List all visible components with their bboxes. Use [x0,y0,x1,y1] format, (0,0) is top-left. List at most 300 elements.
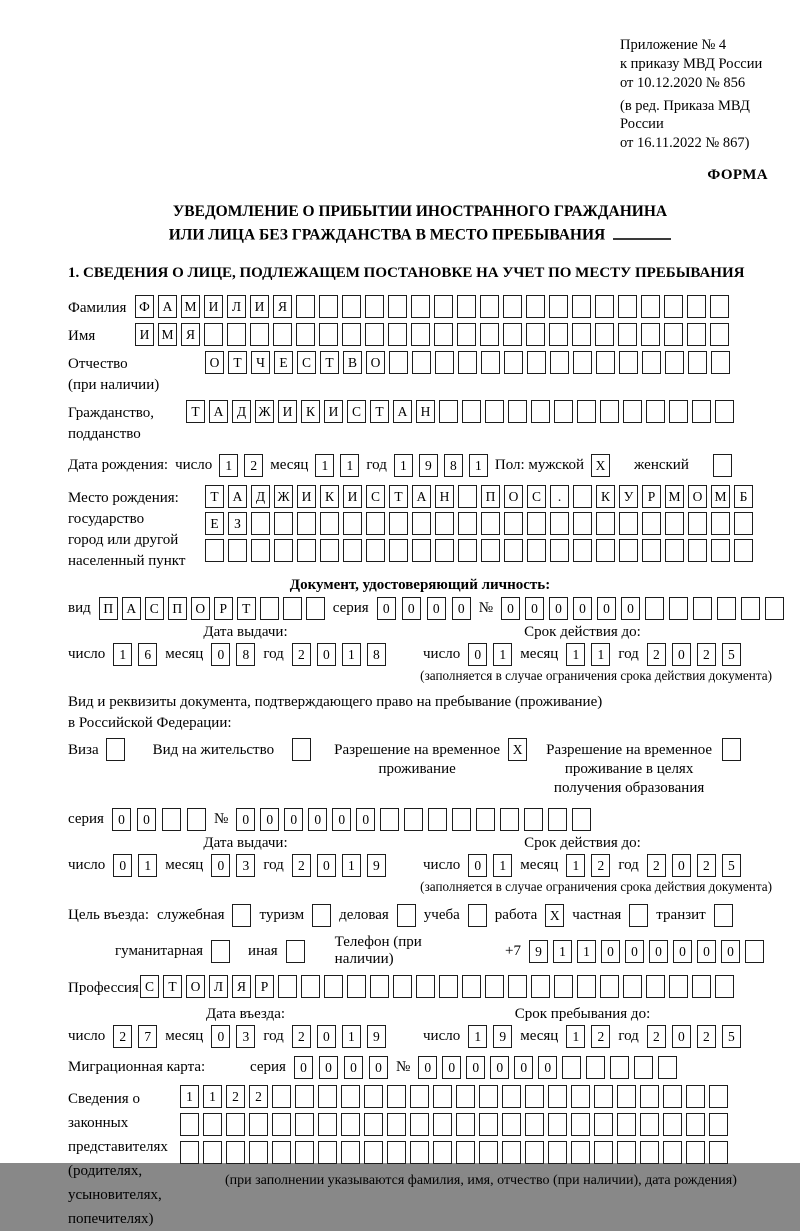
char-cell[interactable]: 0 [490,1056,509,1079]
char-cell[interactable] [525,1113,544,1136]
char-cell[interactable] [548,1113,567,1136]
char-cell[interactable]: С [527,485,546,508]
char-cell[interactable] [692,400,711,423]
char-cell[interactable] [416,975,435,998]
char-cell[interactable] [410,1113,429,1136]
char-cell[interactable]: 0 [501,597,520,620]
char-cell[interactable] [296,295,315,318]
char-cell[interactable] [642,539,661,562]
char-cell[interactable] [586,1056,605,1079]
char-cell[interactable]: А [412,485,431,508]
char-cell[interactable]: А [393,400,412,423]
char-cell[interactable] [481,351,500,374]
char-cell[interactable] [458,512,477,535]
char-cell[interactable] [162,808,181,831]
char-cell[interactable] [211,940,230,963]
sex-female-checkbox[interactable] [713,454,732,477]
char-cell[interactable] [412,512,431,535]
char-cell[interactable] [619,351,638,374]
char-cell[interactable] [343,539,362,562]
char-cell[interactable] [274,539,293,562]
char-cell[interactable] [549,295,568,318]
char-cell[interactable] [410,1085,429,1108]
char-cell[interactable] [389,539,408,562]
char-cell[interactable]: 0 [284,808,303,831]
char-cell[interactable] [572,295,591,318]
char-cell[interactable]: 5 [722,643,741,666]
char-cell[interactable]: К [320,485,339,508]
char-cell[interactable] [232,904,251,927]
char-cell[interactable] [341,1141,360,1164]
char-cell[interactable]: К [301,400,320,423]
temp-residence-checkbox[interactable] [508,738,527,761]
char-cell[interactable] [480,323,499,346]
char-cell[interactable] [550,539,569,562]
char-cell[interactable] [250,323,269,346]
char-cell[interactable]: 0 [418,1056,437,1079]
char-cell[interactable]: З [228,512,247,535]
char-cell[interactable]: Т [237,597,256,620]
char-cell[interactable] [366,539,385,562]
char-cell[interactable] [693,597,712,620]
char-cell[interactable]: 1 [553,940,572,963]
char-cell[interactable]: 5 [722,1025,741,1048]
char-cell[interactable] [548,1141,567,1164]
char-cell[interactable]: 0 [211,1025,230,1048]
char-cell[interactable] [571,1085,590,1108]
char-cell[interactable] [734,512,753,535]
char-cell[interactable] [711,512,730,535]
char-cell[interactable] [456,1113,475,1136]
char-cell[interactable] [572,323,591,346]
char-cell[interactable] [526,323,545,346]
char-cell[interactable]: X [545,904,564,927]
char-cell[interactable] [457,295,476,318]
char-cell[interactable] [619,539,638,562]
char-cell[interactable] [504,351,523,374]
char-cell[interactable]: 1 [180,1085,199,1108]
char-cell[interactable]: 2 [591,1025,610,1048]
char-cell[interactable]: С [145,597,164,620]
char-cell[interactable] [380,808,399,831]
char-cell[interactable]: 9 [419,454,438,477]
char-cell[interactable] [710,295,729,318]
char-cell[interactable]: 8 [444,454,463,477]
char-cell[interactable] [249,1113,268,1136]
char-cell[interactable] [642,351,661,374]
char-cell[interactable]: 0 [332,808,351,831]
char-cell[interactable] [319,295,338,318]
char-cell[interactable]: 0 [317,1025,336,1048]
char-cell[interactable] [320,512,339,535]
char-cell[interactable] [480,295,499,318]
char-cell[interactable]: 0 [625,940,644,963]
char-cell[interactable] [458,539,477,562]
char-cell[interactable]: 1 [340,454,359,477]
char-cell[interactable]: М [711,485,730,508]
char-cell[interactable] [531,400,550,423]
char-cell[interactable] [573,485,592,508]
char-cell[interactable] [251,539,270,562]
char-cell[interactable] [550,351,569,374]
char-cell[interactable] [343,512,362,535]
visa-checkbox[interactable] [106,738,125,761]
char-cell[interactable] [687,323,706,346]
char-cell[interactable] [663,1141,682,1164]
char-cell[interactable]: 0 [317,643,336,666]
char-cell[interactable] [502,1113,521,1136]
char-cell[interactable] [226,1113,245,1136]
char-cell[interactable] [301,975,320,998]
char-cell[interactable] [646,975,665,998]
char-cell[interactable] [527,512,546,535]
char-cell[interactable] [227,323,246,346]
char-cell[interactable] [479,1085,498,1108]
char-cell[interactable]: 0 [549,597,568,620]
char-cell[interactable] [342,295,361,318]
char-cell[interactable]: Т [370,400,389,423]
char-cell[interactable]: Я [273,295,292,318]
char-cell[interactable]: Д [232,400,251,423]
char-cell[interactable] [273,323,292,346]
char-cell[interactable] [619,512,638,535]
char-cell[interactable]: 1 [566,643,585,666]
char-cell[interactable]: Л [227,295,246,318]
char-cell[interactable] [456,1085,475,1108]
char-cell[interactable] [610,1056,629,1079]
char-cell[interactable] [600,975,619,998]
char-cell[interactable]: А [122,597,141,620]
char-cell[interactable]: 0 [356,808,375,831]
char-cell[interactable] [452,808,471,831]
char-cell[interactable]: С [366,485,385,508]
char-cell[interactable]: Т [389,485,408,508]
char-cell[interactable] [204,323,223,346]
char-cell[interactable] [550,512,569,535]
char-cell[interactable] [709,1113,728,1136]
char-cell[interactable]: 0 [137,808,156,831]
char-cell[interactable] [577,975,596,998]
char-cell[interactable]: Н [435,485,454,508]
char-cell[interactable] [318,1113,337,1136]
char-cell[interactable]: 0 [525,597,544,620]
char-cell[interactable] [618,323,637,346]
char-cell[interactable]: П [168,597,187,620]
char-cell[interactable] [665,539,684,562]
char-cell[interactable]: 0 [427,597,446,620]
char-cell[interactable]: Д [251,485,270,508]
char-cell[interactable] [692,975,711,998]
char-cell[interactable]: . [550,485,569,508]
char-cell[interactable] [664,295,683,318]
char-cell[interactable] [278,975,297,998]
char-cell[interactable] [642,512,661,535]
char-cell[interactable]: 1 [493,643,512,666]
char-cell[interactable] [476,808,495,831]
char-cell[interactable] [571,1141,590,1164]
char-cell[interactable] [485,400,504,423]
char-cell[interactable] [617,1085,636,1108]
char-cell[interactable]: Т [205,485,224,508]
char-cell[interactable] [433,1085,452,1108]
char-cell[interactable]: А [228,485,247,508]
char-cell[interactable] [548,1085,567,1108]
char-cell[interactable] [479,1141,498,1164]
char-cell[interactable]: 0 [468,854,487,877]
char-cell[interactable] [324,975,343,998]
char-cell[interactable]: 2 [244,454,263,477]
char-cell[interactable] [433,1113,452,1136]
char-cell[interactable] [434,323,453,346]
char-cell[interactable] [688,539,707,562]
char-cell[interactable]: 1 [468,1025,487,1048]
char-cell[interactable] [203,1141,222,1164]
char-cell[interactable]: 1 [342,643,361,666]
char-cell[interactable]: 0 [260,808,279,831]
purpose-other-checkbox[interactable] [286,940,305,963]
char-cell[interactable] [318,1085,337,1108]
char-cell[interactable] [251,512,270,535]
char-cell[interactable] [500,808,519,831]
char-cell[interactable]: 0 [649,940,668,963]
char-cell[interactable] [435,539,454,562]
char-cell[interactable] [508,400,527,423]
char-cell[interactable] [713,454,732,477]
char-cell[interactable] [389,351,408,374]
char-cell[interactable] [686,1085,705,1108]
char-cell[interactable]: С [347,400,366,423]
char-cell[interactable] [306,597,325,620]
char-cell[interactable]: Б [734,485,753,508]
char-cell[interactable] [645,597,664,620]
char-cell[interactable] [572,808,591,831]
char-cell[interactable]: Ж [255,400,274,423]
char-cell[interactable] [711,539,730,562]
char-cell[interactable]: 0 [369,1056,388,1079]
char-cell[interactable] [456,1141,475,1164]
purpose-humanitarian-checkbox[interactable] [211,940,230,963]
char-cell[interactable]: 0 [236,808,255,831]
purpose-official-checkbox[interactable] [232,904,251,927]
char-cell[interactable] [228,539,247,562]
char-cell[interactable]: 2 [292,1025,311,1048]
char-cell[interactable]: И [278,400,297,423]
char-cell[interactable] [617,1113,636,1136]
char-cell[interactable] [341,1113,360,1136]
char-cell[interactable]: 1 [203,1085,222,1108]
char-cell[interactable]: О [205,351,224,374]
char-cell[interactable]: А [158,295,177,318]
temp-residence-education-checkbox[interactable] [722,738,741,761]
char-cell[interactable] [297,539,316,562]
char-cell[interactable]: 5 [722,854,741,877]
char-cell[interactable]: П [481,485,500,508]
char-cell[interactable]: 9 [529,940,548,963]
char-cell[interactable] [393,975,412,998]
char-cell[interactable] [365,295,384,318]
char-cell[interactable] [669,975,688,998]
char-cell[interactable]: К [596,485,615,508]
char-cell[interactable] [596,539,615,562]
char-cell[interactable]: Я [232,975,251,998]
char-cell[interactable] [688,512,707,535]
char-cell[interactable] [595,295,614,318]
char-cell[interactable]: Т [228,351,247,374]
char-cell[interactable]: 0 [468,643,487,666]
char-cell[interactable]: Я [181,323,200,346]
char-cell[interactable] [481,512,500,535]
char-cell[interactable]: Ж [274,485,293,508]
char-cell[interactable] [365,323,384,346]
char-cell[interactable]: 2 [697,643,716,666]
char-cell[interactable]: 0 [211,643,230,666]
char-cell[interactable] [341,1085,360,1108]
char-cell[interactable] [710,323,729,346]
char-cell[interactable]: 9 [367,1025,386,1048]
char-cell[interactable] [292,738,311,761]
residence-permit-checkbox[interactable] [292,738,311,761]
char-cell[interactable]: 2 [647,854,666,877]
char-cell[interactable] [686,1141,705,1164]
char-cell[interactable]: Р [642,485,661,508]
char-cell[interactable]: 2 [697,1025,716,1048]
char-cell[interactable] [387,1141,406,1164]
char-cell[interactable]: 1 [394,454,413,477]
char-cell[interactable] [623,975,642,998]
char-cell[interactable] [745,940,764,963]
char-cell[interactable]: 2 [591,854,610,877]
char-cell[interactable]: 0 [452,597,471,620]
char-cell[interactable]: 0 [697,940,716,963]
char-cell[interactable]: Е [205,512,224,535]
char-cell[interactable]: 0 [344,1056,363,1079]
char-cell[interactable]: 1 [566,1025,585,1048]
char-cell[interactable]: 1 [138,854,157,877]
char-cell[interactable]: 1 [566,854,585,877]
char-cell[interactable]: 0 [672,643,691,666]
char-cell[interactable]: 2 [697,854,716,877]
char-cell[interactable]: О [186,975,205,998]
char-cell[interactable] [320,539,339,562]
purpose-study-checkbox[interactable] [468,904,487,927]
char-cell[interactable]: Л [209,975,228,998]
char-cell[interactable]: Р [214,597,233,620]
purpose-tourism-checkbox[interactable] [312,904,331,927]
char-cell[interactable] [646,400,665,423]
char-cell[interactable] [503,295,522,318]
char-cell[interactable]: 1 [342,854,361,877]
char-cell[interactable]: 2 [249,1085,268,1108]
char-cell[interactable]: А [209,400,228,423]
char-cell[interactable] [205,539,224,562]
char-cell[interactable]: 0 [514,1056,533,1079]
char-cell[interactable]: 0 [308,808,327,831]
char-cell[interactable]: X [591,454,610,477]
char-cell[interactable] [203,1113,222,1136]
char-cell[interactable]: 0 [672,1025,691,1048]
char-cell[interactable] [428,808,447,831]
char-cell[interactable] [411,295,430,318]
char-cell[interactable] [665,351,684,374]
char-cell[interactable]: И [343,485,362,508]
char-cell[interactable] [594,1085,613,1108]
char-cell[interactable] [594,1113,613,1136]
char-cell[interactable]: 0 [317,854,336,877]
char-cell[interactable]: 2 [647,643,666,666]
char-cell[interactable] [573,539,592,562]
char-cell[interactable] [554,975,573,998]
char-cell[interactable] [504,539,523,562]
char-cell[interactable]: 0 [573,597,592,620]
char-cell[interactable]: 0 [672,854,691,877]
char-cell[interactable]: 2 [292,643,311,666]
char-cell[interactable] [658,1056,677,1079]
char-cell[interactable]: Р [255,975,274,998]
char-cell[interactable] [502,1141,521,1164]
char-cell[interactable] [462,975,481,998]
char-cell[interactable] [388,295,407,318]
char-cell[interactable] [634,1056,653,1079]
char-cell[interactable] [435,351,454,374]
char-cell[interactable]: 0 [319,1056,338,1079]
char-cell[interactable] [531,975,550,998]
char-cell[interactable] [722,738,741,761]
char-cell[interactable] [433,1141,452,1164]
char-cell[interactable] [272,1113,291,1136]
char-cell[interactable] [617,1141,636,1164]
char-cell[interactable] [434,295,453,318]
char-cell[interactable]: 9 [367,854,386,877]
char-cell[interactable] [180,1113,199,1136]
char-cell[interactable] [404,808,423,831]
char-cell[interactable]: Т [163,975,182,998]
char-cell[interactable]: В [343,351,362,374]
char-cell[interactable]: 3 [236,854,255,877]
char-cell[interactable]: 2 [113,1025,132,1048]
char-cell[interactable] [462,400,481,423]
char-cell[interactable]: 0 [113,854,132,877]
char-cell[interactable] [412,539,431,562]
char-cell[interactable] [527,351,546,374]
char-cell[interactable]: Е [274,351,293,374]
char-cell[interactable]: С [297,351,316,374]
char-cell[interactable] [295,1141,314,1164]
char-cell[interactable] [312,904,331,927]
char-cell[interactable] [709,1085,728,1108]
char-cell[interactable]: Т [320,351,339,374]
char-cell[interactable] [669,400,688,423]
char-cell[interactable] [765,597,784,620]
char-cell[interactable] [554,400,573,423]
char-cell[interactable] [388,323,407,346]
char-cell[interactable] [663,1113,682,1136]
char-cell[interactable]: Ф [135,295,154,318]
char-cell[interactable]: 0 [597,597,616,620]
char-cell[interactable] [295,1085,314,1108]
char-cell[interactable]: X [508,738,527,761]
char-cell[interactable] [297,512,316,535]
char-cell[interactable] [734,539,753,562]
char-cell[interactable] [410,1141,429,1164]
char-cell[interactable] [389,512,408,535]
char-cell[interactable] [714,904,733,927]
char-cell[interactable] [577,400,596,423]
char-cell[interactable] [319,323,338,346]
char-cell[interactable]: М [665,485,684,508]
char-cell[interactable] [295,1113,314,1136]
char-cell[interactable] [342,323,361,346]
char-cell[interactable] [688,351,707,374]
